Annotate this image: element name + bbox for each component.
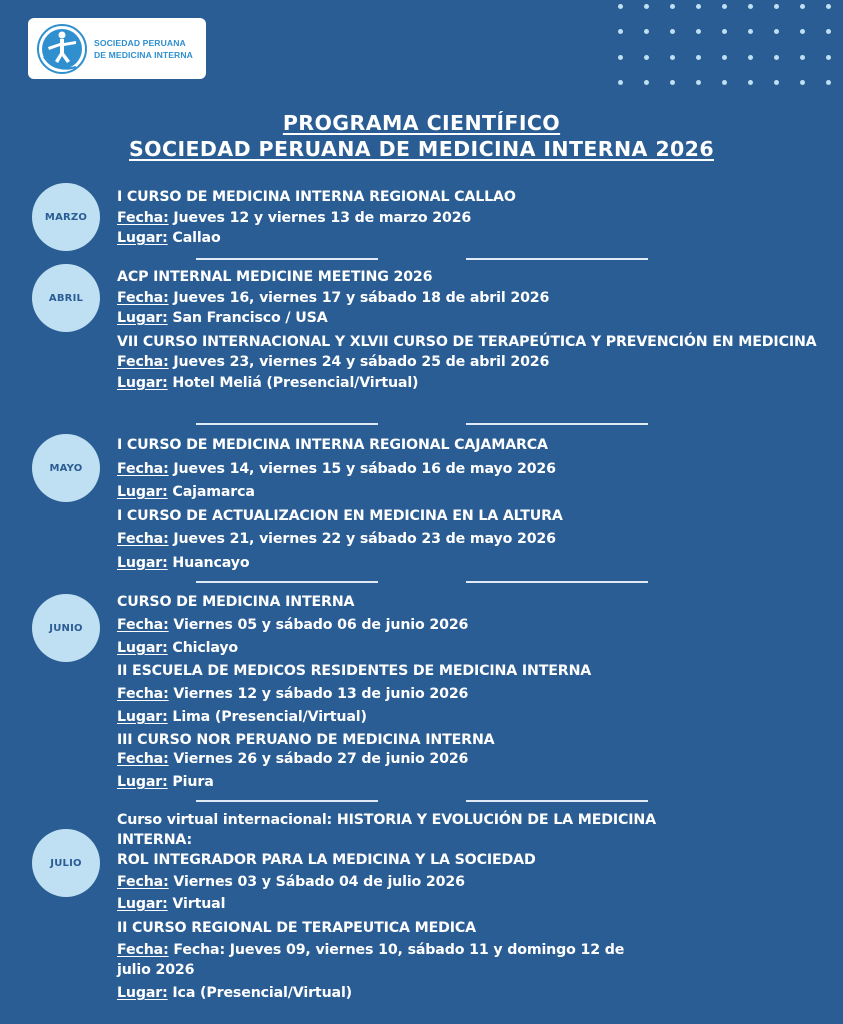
fecha-label: Fecha: <box>117 531 169 547</box>
logo-text-line1: SOCIEDAD PERUANA <box>94 37 186 48</box>
decorative-dot <box>670 55 675 60</box>
spmi-emblem-icon <box>36 23 88 75</box>
separator-left <box>196 258 378 260</box>
event-date <box>117 683 827 706</box>
event-date-value: Jueves 14, viernes 15 y sábado 16 de mayo 2026 <box>168 460 556 477</box>
event-place <box>117 983 827 1003</box>
event-date <box>117 940 657 980</box>
fecha-label: Fecha: <box>117 289 169 306</box>
decorative-dot <box>800 4 805 9</box>
event-place <box>117 771 827 794</box>
month-section-marzo <box>117 187 827 249</box>
event-title: I CURSO DE MEDICINA INTERNA REGIONAL CALLAO <box>117 189 516 205</box>
fecha-label: Fecha: <box>117 617 169 633</box>
fecha-label: Fecha: <box>117 942 169 958</box>
lugar-label: Lugar: <box>117 310 168 326</box>
event-date-value: Jueves 16, viernes 17 y sábado 18 de abril 2026 <box>168 289 550 306</box>
event-date <box>117 872 827 892</box>
decorative-dot <box>748 80 753 85</box>
event-date-value: Viernes 05 y sábado 06 de junio 2026 <box>168 617 469 633</box>
event-title: CURSO DE MEDICINA INTERNA <box>117 594 355 610</box>
event-place-value: Piura <box>167 774 214 790</box>
decorative-dot <box>670 4 675 9</box>
fecha-label: Fecha: <box>117 354 169 370</box>
decorative-dot <box>696 80 701 85</box>
lugar-label: Lugar: <box>117 230 168 246</box>
fecha-label: Fecha: <box>117 209 169 226</box>
event-place <box>117 228 827 249</box>
separator-right <box>466 423 648 425</box>
event-date <box>117 458 827 482</box>
lugar-label: Lugar: <box>117 374 168 391</box>
event-date <box>117 614 827 637</box>
decorative-dot <box>644 55 649 60</box>
month-badge-junio: JUNIO <box>32 594 100 662</box>
event-title: ACP INTERNAL MEDICINE MEETING 2026 <box>117 269 433 285</box>
decorative-dot <box>696 4 701 9</box>
event-date-value: Jueves 23, viernes 24 y sábado 25 de abril 2026 <box>168 354 550 370</box>
lugar-label: Lugar: <box>117 484 168 500</box>
separator-left <box>196 800 378 802</box>
event-title: III CURSO NOR PERUANO DE MEDICINA INTERNA <box>117 732 495 748</box>
decorative-dot <box>800 55 805 60</box>
lugar-label: Lugar: <box>117 985 168 1001</box>
decorative-dot <box>618 4 623 9</box>
decorative-dot <box>774 4 779 9</box>
event-date <box>117 528 827 552</box>
decorative-dot <box>774 29 779 34</box>
event-place-value: Lima (Presencial/Virtual) <box>167 709 367 725</box>
decorative-dot <box>670 29 675 34</box>
decorative-dot <box>748 55 753 60</box>
event-place-value: Chiclayo <box>167 640 239 656</box>
event-date-value: Viernes 12 y sábado 13 de junio 2026 <box>168 686 469 702</box>
logo <box>28 18 206 79</box>
page-title-line2: SOCIEDAD PERUANA DE MEDICINA INTERNA 2026 <box>129 137 714 161</box>
decorative-dot <box>722 80 727 85</box>
lugar-label: Lugar: <box>117 554 168 571</box>
event-place-value: Virtual <box>167 896 226 912</box>
decorative-dot <box>826 29 831 34</box>
separator-right <box>466 800 648 802</box>
lugar-label: Lugar: <box>117 709 168 725</box>
event-title: I CURSO DE ACTUALIZACION EN MEDICINA EN LA ALTURA <box>117 507 563 524</box>
event-title: Curso virtual internacional: HISTORIA Y EVOLUCIÓN DE LA MEDICINA INTERNA: <box>117 812 656 848</box>
event-title: II ESCUELA DE MEDICOS RESIDENTES DE MEDICINA INTERNA <box>117 663 592 679</box>
event-place <box>117 637 827 660</box>
decorative-dot <box>696 55 701 60</box>
event-date <box>117 352 827 373</box>
month-badge-julio: JULIO <box>32 829 100 897</box>
event-place-value: San Francisco / USA <box>167 310 328 326</box>
decorative-dot <box>826 80 831 85</box>
month-section-julio <box>117 810 827 1003</box>
event-date-value: Viernes 03 y Sábado 04 de julio 2026 <box>168 874 465 890</box>
decorative-dot <box>748 4 753 9</box>
event-place-value: Callao <box>167 230 221 246</box>
decorative-dot <box>722 55 727 60</box>
fecha-label: Fecha: <box>117 460 169 477</box>
decorative-dot <box>800 29 805 34</box>
separator-right <box>466 258 648 260</box>
decorative-dot <box>644 80 649 85</box>
event-place-value: Ica (Presencial/Virtual) <box>167 985 352 1001</box>
event-date <box>117 288 827 309</box>
event-date-value: Jueves 21, viernes 22 y sábado 23 de mayo 2026 <box>168 531 556 547</box>
logo-text-line2: DE MEDICINA INTERNA <box>94 49 193 60</box>
event-place <box>117 894 827 914</box>
event-place <box>117 481 827 505</box>
event-title: II CURSO REGIONAL DE TERAPEUTICA MEDICA <box>117 920 476 936</box>
decorative-dot <box>826 4 831 9</box>
event-place <box>117 552 827 576</box>
separator-right <box>466 581 648 583</box>
decorative-dot <box>748 29 753 34</box>
month-badge-mayo: MAYO <box>32 434 100 502</box>
event-title: I CURSO DE MEDICINA INTERNA REGIONAL CAJAMARCA <box>117 437 548 453</box>
decorative-dot <box>618 80 623 85</box>
fecha-label: Fecha: <box>117 751 169 767</box>
page-title-line1: PROGRAMA CIENTÍFICO <box>282 111 561 135</box>
fecha-label: Fecha: <box>117 686 169 702</box>
event-title: VII CURSO INTERNACIONAL Y XLVII CURSO DE TERAPEÚTICA Y PREVENCIÓN EN MEDICINA <box>117 333 817 350</box>
event-date-value: Viernes 26 y sábado 27 de junio 2026 <box>168 751 469 767</box>
decorative-dot <box>618 55 623 60</box>
event-place-value: Hotel Meliá (Presencial/Virtual) <box>167 374 419 391</box>
event-date <box>117 208 827 229</box>
decorative-dot <box>722 29 727 34</box>
fecha-label: Fecha: <box>117 874 169 890</box>
decorative-dot <box>774 80 779 85</box>
decorative-dot <box>800 80 805 85</box>
month-section-abril <box>117 267 827 393</box>
decorative-dot <box>696 29 701 34</box>
decorative-dot <box>644 29 649 34</box>
month-badge-marzo: MARZO <box>32 183 100 251</box>
lugar-label: Lugar: <box>117 774 168 790</box>
month-section-mayo <box>117 434 827 575</box>
month-section-junio <box>117 591 827 794</box>
event-date-value: Fecha: Jueves 09, viernes 10, sábado 11 y domingo 12 de julio 2026 <box>117 942 625 978</box>
decorative-dot <box>618 29 623 34</box>
event-place <box>117 373 827 394</box>
event-place <box>117 308 827 329</box>
event-place-value: Huancayo <box>167 554 250 571</box>
separator-left <box>196 581 378 583</box>
lugar-label: Lugar: <box>117 640 168 656</box>
event-date-value: Jueves 12 y viernes 13 de marzo 2026 <box>168 209 472 226</box>
lugar-label: Lugar: <box>117 896 168 912</box>
decorative-dot <box>826 55 831 60</box>
decorative-dot <box>774 55 779 60</box>
event-subtitle: ROL INTEGRADOR PARA LA MEDICINA Y LA SOCIEDAD <box>117 852 536 868</box>
separator-left <box>196 423 378 425</box>
decorative-dot <box>644 4 649 9</box>
event-place-value: Cajamarca <box>167 484 255 500</box>
event-place <box>117 706 827 729</box>
decorative-dots <box>618 4 843 84</box>
month-badge-abril: ABRIL <box>32 264 100 332</box>
decorative-dot <box>722 4 727 9</box>
decorative-dot <box>670 80 675 85</box>
